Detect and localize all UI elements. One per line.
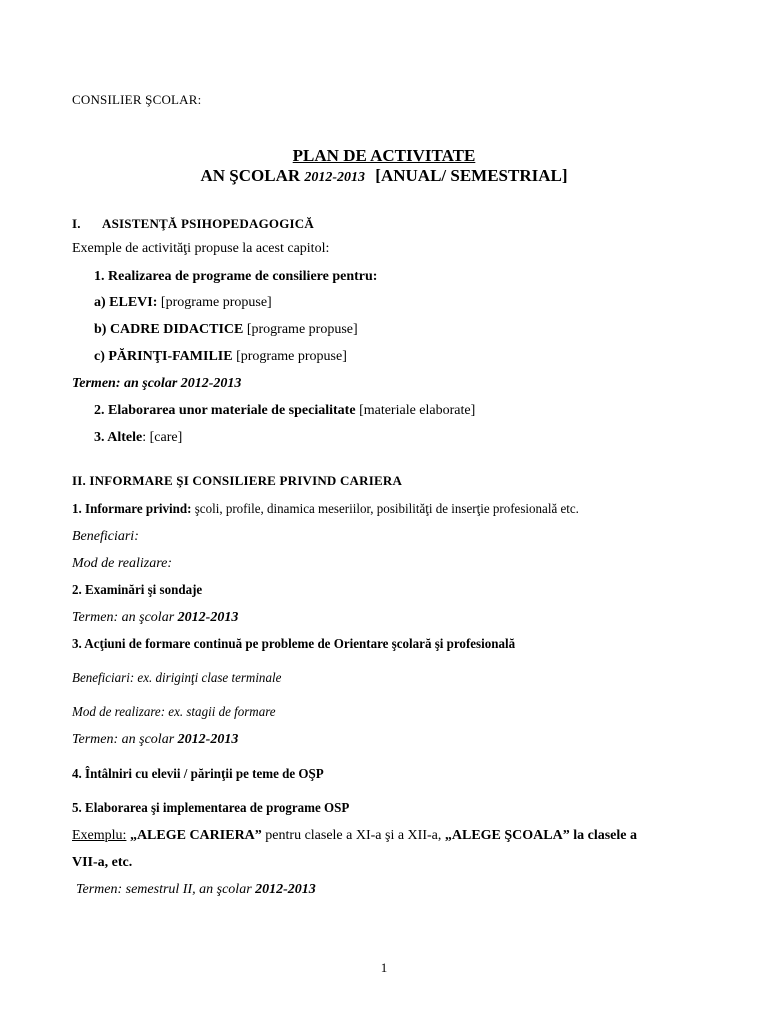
- page-subtitle: AN ŞCOLAR 2012-2013 [ANUAL/ SEMESTRIAL]: [200, 166, 568, 185]
- section1-intro: Exemple de activităţi propuse la acest capitol:: [72, 241, 330, 256]
- section1-item-b: b) CADRE DIDACTICE [programe propuse]: [94, 322, 358, 337]
- section2-example: Exemplu: „ALEGE CARIERA” pentru clasele a XI-a şi a XII-a, „ALEGE ŞCOALA” la clasele a: [72, 828, 637, 843]
- section2-p3: 3. Acţiuni de formare continuă pe probleme de Orientare şcolară şi profesională: [72, 637, 516, 652]
- section2-p4: 4. Întâlniri cu elevii / părinţii pe teme de OŞP: [72, 767, 324, 782]
- section2-beneficiari2: Beneficiari: ex. diriginţi clase terminale: [72, 671, 282, 686]
- section2-termen3: Termen: semestrul II, an şcolar 2012-2013: [76, 882, 316, 897]
- section2-mod: Mod de realizare:: [72, 556, 173, 571]
- section2-beneficiari: Beneficiari:: [72, 529, 139, 544]
- section2-termen1: Termen: an şcolar 2012-2013: [72, 610, 239, 625]
- section1-item1: 1. Realizarea de programe de consiliere pentru:: [94, 269, 378, 284]
- section2-p2: 2. Examinări şi sondaje: [72, 583, 203, 598]
- section1-heading: I. ASISTENŢĂ PSIHOPEDAGOGICĂ: [72, 216, 314, 231]
- section1-item3: 3. Altele: [care]: [94, 430, 183, 445]
- section1-item-a: a) ELEVI: [programe propuse]: [94, 295, 272, 310]
- section2-p1: 1. Informare privind: şcoli, profile, dinamica meseriilor, posibilităţi de inserţie profesională etc.: [72, 502, 579, 517]
- page-number: 1: [380, 960, 388, 975]
- section2-termen2: Termen: an şcolar 2012-2013: [72, 732, 239, 747]
- section2-heading: II. INFORMARE ŞI CONSILIERE PRIVIND CARIERA: [72, 473, 403, 488]
- section2-p5: 5. Elaborarea şi implementarea de programe OSP: [72, 801, 350, 816]
- section2-mod2: Mod de realizare: ex. stagii de formare: [72, 705, 276, 720]
- section2-example-cont: VII-a, etc.: [72, 855, 133, 870]
- section1-item2: 2. Elaborarea unor materiale de specialitate [materiale elaborate]: [94, 403, 476, 418]
- page-title: PLAN DE ACTIVITATE: [292, 146, 476, 165]
- section1-item-c: c) PĂRINŢI-FAMILIE [programe propuse]: [94, 349, 347, 364]
- section1-termen: Termen: an şcolar 2012-2013: [72, 376, 242, 391]
- counselor-label: CONSILIER ŞCOLAR:: [72, 92, 202, 107]
